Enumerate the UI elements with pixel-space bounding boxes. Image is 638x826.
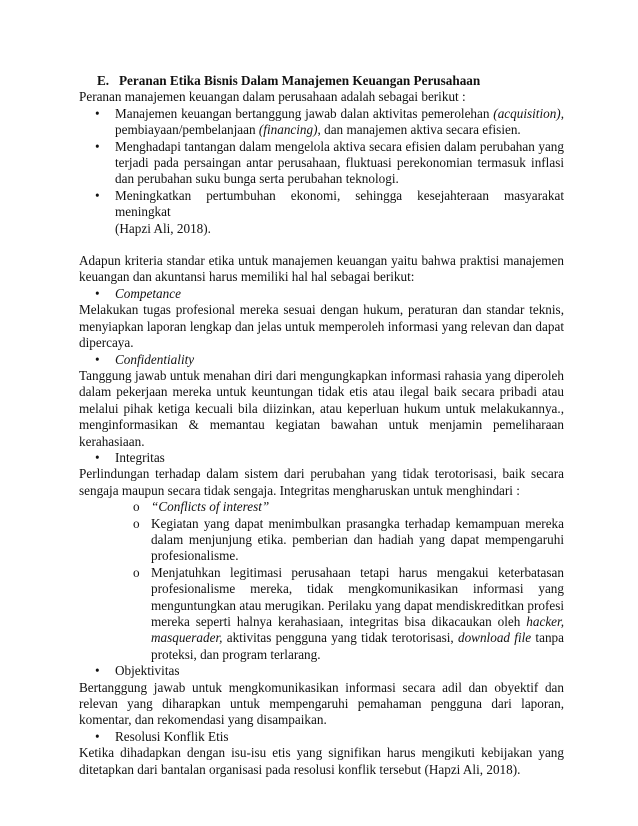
bullet-icon: • [95,728,100,744]
integrity-subitem-1 [79,499,564,515]
bullet-icon: • [95,285,100,301]
integrity-subitem-3-text-b: aktivitas pengguna yang tidak terotorisasi, [222,630,458,646]
competence-label: Competance [115,285,181,301]
integrity-subitem-2 [79,516,564,565]
conflict-resolution-label: Resolusi Konflik Etis [115,728,229,744]
confidentiality-label: Confidentiality [115,351,195,367]
integrity-subitem-2-text: Kegiatan yang dapat menimbulkan prasangka terhadap kemampuan mereka dalam menjunjung etika. pemberian dan hadiah yang dapat mempengaruhi profesionalisme. [151,515,564,564]
circle-bullet-icon: o [133,515,140,531]
competence-paragraph: Melakukan tugas profesional mereka sesuai dengan hukum, peraturan dan standar teknis, menyiapkan laporan lengkap dan jelas untuk memperoleh informasi yang relevan dan dapat dipercaya. [79,302,564,351]
section-heading [79,73,564,89]
role-3-text: Meningkatkan pertumbuhan ekonomi, sehingga kesejahteraan masyarakat meningkat [115,187,564,220]
role-1-text-a: Manajemen keuangan bertanggung jawab dalan aktivitas pemerolehan [115,105,494,121]
integrity-subitem-3-term-download: download file [457,630,532,646]
role-item-1 [79,106,564,139]
circle-bullet-icon: o [133,499,140,515]
criterion-conflict-resolution [79,729,564,745]
criteria-intro-paragraph: Adapun kriteria standar etika untuk manajemen keuangan yaitu bahwa praktisi manajemen keuangan dan akuntansi harus memiliki hal hal sebagai berikut: [79,253,564,285]
criterion-objectivity [79,663,564,679]
bullet-icon: • [95,138,100,154]
confidentiality-paragraph: Tanggung jawab untuk menahan diri dari mengungkapkan informasi rahasia yang diperoleh dalam pekerjaan mereka untuk keuntungan tidak etis atau ilegal baik secara pribadi atau melalui pihak ketiga kecuali bila diizinkan, atau keperluan hukum untuk melakukannya., menginformasikan & memantau kegiatan bawahan untuk menjamin pemeliharaan kerahasiaan. [79,367,564,449]
role-1-term-acquisition: (acquisition) [493,105,561,121]
criterion-confidentiality [79,352,564,368]
integrity-subitem-3 [79,565,564,663]
role-1-text-c: , dan manajemen aktiva secara efisien. [317,122,521,138]
bullet-icon: • [95,351,100,367]
bullet-icon: • [95,449,100,465]
criterion-integrity [79,450,564,466]
role-2-text: Menghadapi tantangan dalam mengelola aktiva secara efisien dalam perubahan yang terjadi pada persaingan antar perusahaan, fluktuasi perekonomian termasuk inflasi dan perubahan suku bunga serta perubahan teknologi. [115,138,564,187]
role-item-3 [79,188,564,237]
integrity-subitem-1-text: “Conflicts of interest” [151,499,270,515]
role-1-text-b: , pembiayaan/pembelanjaan [115,105,564,138]
integrity-paragraph: Perlindungan terhadap dalam sistem dari perubahan yang tidak terotorisasi, baik secara sengaja maupun secara tidak sengaja. Integritas mengharuskan untuk menghindari : [79,466,564,498]
objectivity-paragraph: Bertanggung jawab untuk mengkomunikasikan informasi secara adil dan obyektif dan relevan yang diharapkan untuk mempengaruhi pemahaman pengguna dari laporan, komentar, dan rekomendasi yang disampaikan. [79,679,564,728]
section-title: Peranan Etika Bisnis Dalam Manajemen Keuangan Perusahaan [119,73,481,88]
bullet-icon: • [95,663,100,679]
criterion-competence [79,286,564,302]
conflict-resolution-paragraph: Ketika dihadapkan dengan isu-isu etis yang signifikan harus mengikuti kebijakan yang ditetapkan dari bantalan organisasi pada resolusi konflik tersebut (Hapzi Ali, 2018). [79,745,564,777]
paragraph-gap [79,237,564,253]
document-content [79,73,564,778]
bullet-icon: • [95,105,100,121]
objectivity-label: Objektivitas [115,663,180,679]
intro-paragraph: Peranan manajemen keuangan dalam perusahaan adalah sebagai berikut : [79,89,466,105]
integrity-label: Integritas [115,449,165,465]
integrity-subitem-3-text-c: tanpa proteksi, dan program terlarang. [151,630,564,662]
section-number: E. [97,73,110,88]
role-3-citation: (Hapzi Ali, 2018). [115,220,211,236]
circle-bullet-icon: o [133,564,140,580]
integrity-subitem-3-text-a: Menjatuhkan legitimasi perusahaan tetapi harus mengakui keterbatasan profesionalisme mereka, tidak mengkomunikasikan informasi yang menguntungkan atau merugikan. Perilaku yang dapat mendiskreditkan profesi mereka seperti halnya kerahasiaan, integritas bisa dikacaukan oleh [151,564,564,629]
integrity-subitem-3-terms: hacker, masquerader, [151,614,564,646]
role-1-term-financing: (financing) [258,122,318,138]
bullet-icon: • [95,187,100,203]
role-item-2 [79,139,564,188]
